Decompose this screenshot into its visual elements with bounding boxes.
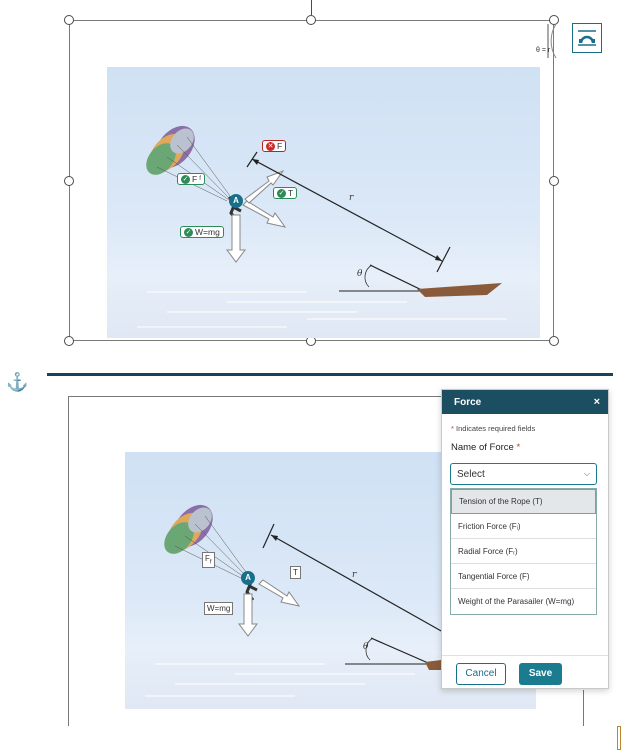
angle-label: θ [363, 642, 369, 652]
friction-force-label[interactable]: ✓ F f [177, 173, 205, 185]
option-tension[interactable]: Tension of the Rope (T) [451, 489, 596, 514]
point-a-marker[interactable]: A [229, 194, 243, 208]
point-a-marker[interactable]: A [241, 571, 255, 585]
frame-right-border [583, 690, 584, 726]
close-icon[interactable]: × [593, 396, 600, 408]
corner-angle-note: θ = r [536, 47, 551, 54]
angle-label: θ [357, 269, 363, 279]
force-f-label[interactable]: ✕ F [262, 140, 286, 152]
option-friction[interactable]: Friction Force (Fᵢ) [451, 514, 596, 539]
tension-label[interactable]: T [290, 566, 301, 579]
popover-header [442, 390, 608, 414]
popover-footer-divider [442, 655, 608, 656]
top-diagram-graphics [107, 67, 540, 338]
name-of-force-label: Name of Force * [451, 442, 521, 453]
resize-handle-w[interactable] [64, 176, 74, 186]
angle-callout-graphic [518, 20, 558, 60]
resize-handle-sw[interactable] [64, 336, 74, 346]
option-weight[interactable]: Weight of the Parasailer (W=mg) [458, 597, 575, 606]
tension-label[interactable]: ✓ T [273, 187, 297, 199]
friction-force-label[interactable]: $F_f$ [202, 552, 215, 568]
wrap-text-button[interactable] [572, 23, 602, 53]
save-button[interactable]: Save [519, 663, 562, 685]
resize-handle-e[interactable] [549, 176, 559, 186]
force-options-list [450, 488, 597, 615]
resize-handle-n[interactable] [306, 15, 316, 25]
frame-top-border [68, 396, 442, 397]
radius-label: r [352, 570, 357, 580]
x-circle-icon: ✕ [267, 142, 274, 150]
resize-handle-se[interactable] [549, 336, 559, 346]
popover-title: Force [454, 396, 482, 408]
cancel-button[interactable]: Cancel [456, 663, 506, 685]
option-radial[interactable]: Radial Force (Fᵣ) [451, 539, 596, 564]
check-circle-icon: ✓ [185, 228, 192, 236]
force-name-select[interactable]: Select ⌵ [450, 463, 597, 485]
chevron-down-icon: ⌵ [583, 469, 590, 478]
rotate-handle-line [311, 0, 312, 15]
text-cursor-marker [617, 726, 621, 750]
radius-label: r [349, 193, 354, 203]
option-tangential[interactable]: Tangential Force (F) [451, 564, 596, 589]
required-fields-note: * Indicates required fields [451, 424, 536, 433]
weight-label[interactable]: ✓ W=mg [180, 226, 224, 238]
section-divider [47, 373, 613, 376]
anchor-icon[interactable]: ⚓ [6, 372, 29, 392]
check-circle-icon: ✓ [278, 189, 285, 197]
frame-left-border [68, 396, 69, 726]
force-popover [441, 389, 609, 689]
top-diagram-scene [107, 67, 540, 338]
check-circle-icon: ✓ [182, 175, 189, 183]
parachute-graphic [140, 118, 233, 201]
weight-label[interactable]: W=mg [204, 602, 233, 615]
wrap-text-icon [573, 24, 601, 52]
resize-handle-nw[interactable] [64, 15, 74, 25]
